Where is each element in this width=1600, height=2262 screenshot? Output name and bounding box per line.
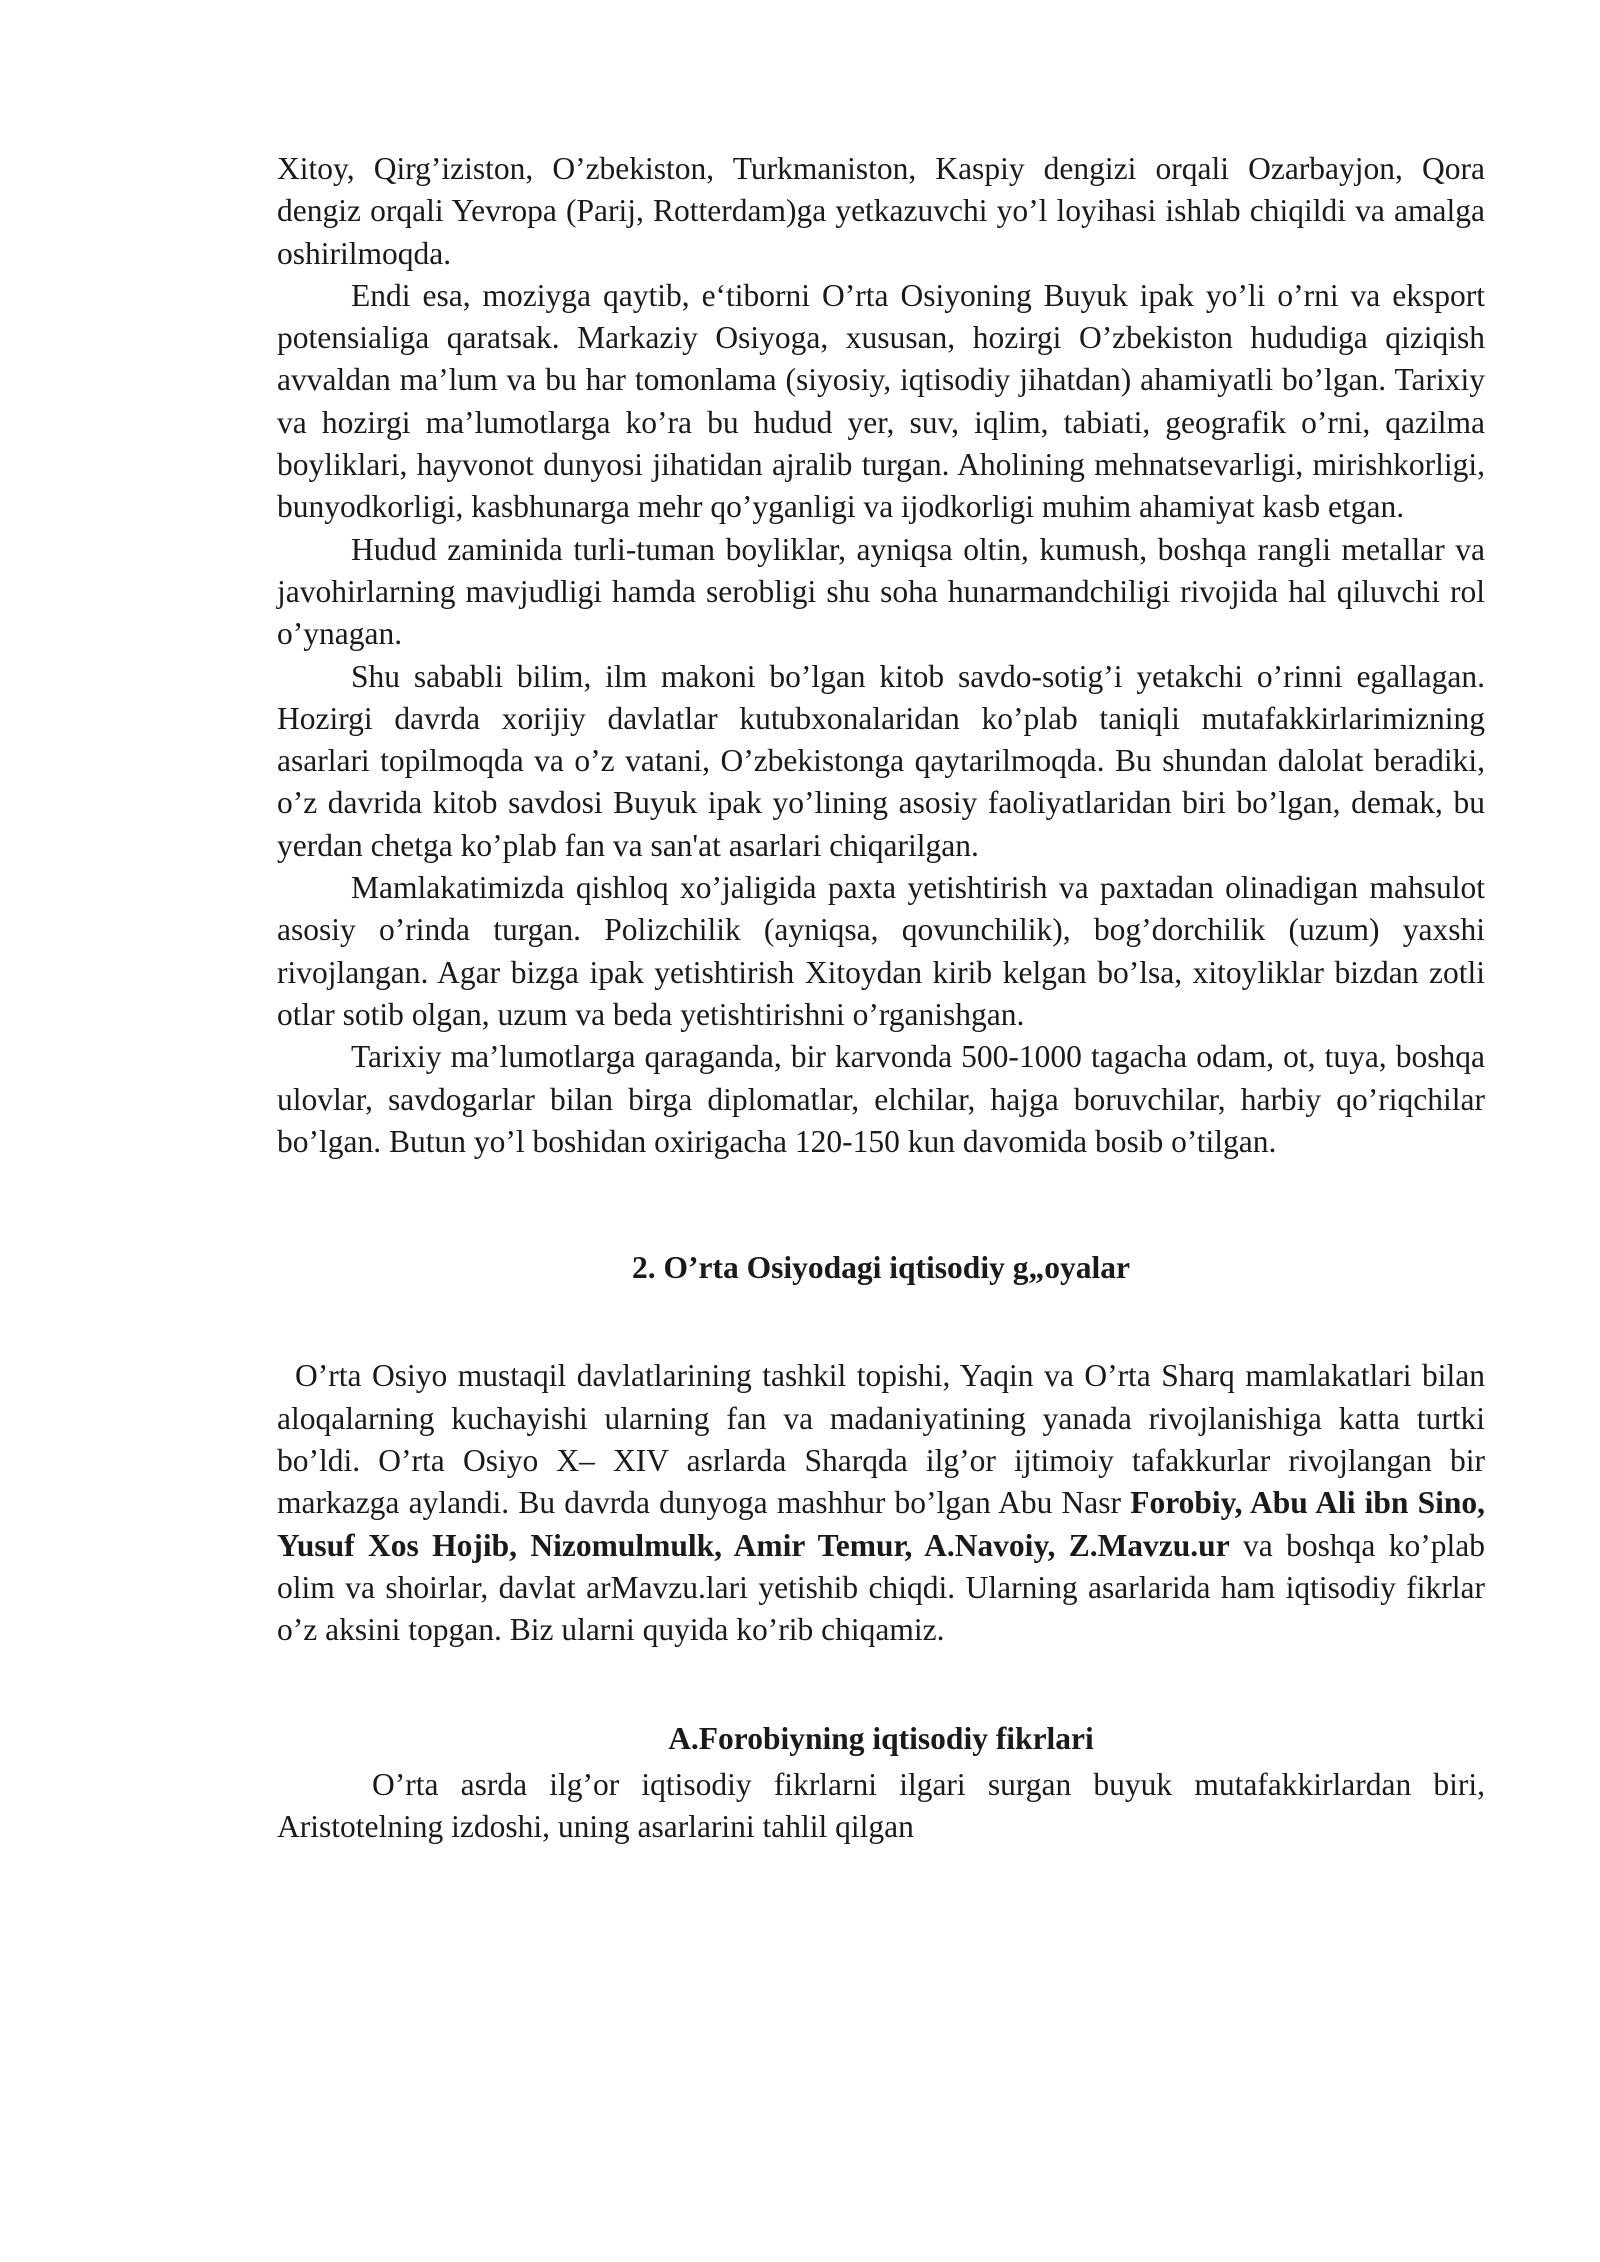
paragraph-book-trade: Shu sababli bilim, ilm makoni bo’lgan kitob savdo-sotig’i yetakchi o’rinni egallagan. Hozirgi davrda xorijiy davlatlar kutubxonalaridan ko’plab taniqli mutafakkirlarimizning asarlari topilmoqda va o’z vatani, O’zbekistonga qaytarilmoqda. Bu shundan dalolat beradiki, o’z davrida kitob savdosi Buyuk ipak yo’lining asosiy faoliyatlaridan biri bo’lgan, demak, bu yerdan chetga ko’plab fan va san'at asarlari chiqarilgan. bbox=[277, 658, 1485, 863]
paragraph-export-potential: Endi esa, moziyga qaytib, e‘tiborni O’rta Osiyoning Buyuk ipak yo’li o’rni va eksport potensialiga qaratsak. Markaziy Osiyoga, xususan, hozirgi O’zbekiston hududiga qiziqish avvaldan ma’lum va bu har tomonlama (siyosiy, iqtisodiy jihatdan) ahamiyatli bo’lgan. Tarixiy va hozirgi ma’lumotlarga ko’ra bu hudud yer, suv, iqlim, tabiati, geografik o’rni, qazilma boyliklari, hayvonot dunyosi jihatidan ajralib turgan. Aholining mehnatsevarligi, mirishkorligi, bunyodkorligi, kasbhunarga mehr qo’yganligi va ijodkorligi muhim ahamiyat kasb etgan. bbox=[277, 277, 1485, 525]
section-heading: 2. O’rta Osiyodagi iqtisodiy g„oyalar bbox=[632, 1250, 1130, 1286]
subsection-heading: A.Forobiyning iqtisodiy fikrlari bbox=[668, 1720, 1094, 1756]
paragraph-forobiy: O’rta asrda ilg’or iqtisodiy fikrlarni ilgari surgan buyuk mutafakkirlardan biri, Aristotelning izdoshi, uning asarlarini tahlil qilgan bbox=[277, 1766, 1485, 1845]
scholar-names: Forobiy, Abu Ali ibn Sino, Yusuf Xos Hojib, Nizomulmulk, Amir Temur, A.Navoiy, Z.Mavzu.ur bbox=[277, 1485, 1485, 1563]
paragraph-silk-road-project: Xitoy, Qirg’iziston, O’zbekiston, Turkmaniston, Kaspiy dengizi orqali Ozarbayjon, Qora dengiz orqali Yevropa (Parij, Rotterdam)ga yetkazuvchi yo’l loyihasi ishlab chiqildi va amalga oshirilmoqda. bbox=[277, 151, 1485, 271]
paragraph-metals: Hudud zaminida turli-tuman boyliklar, ayniqsa oltin, kumush, boshqa rangli metallar va javohirlarning mavjudligi hamda serobligi shu soha hunarmandchiligi rivojida hal qiluvchi rol o’ynagan. bbox=[277, 531, 1485, 652]
paragraph-caravans: Tarixiy ma’lumotlarga qaraganda, bir karvonda 500-1000 tagacha odam, ot, tuya, boshqa ulovlar, savdogarlar bilan birga diplomatlar, elchilar, hajga boruvchilar, harbiy qo’riqchilar bo’lgan. Butun yo’l boshidan oxirigacha 120-150 kun davomida bosib o’tilgan. bbox=[277, 1039, 1485, 1159]
paragraph-agriculture: Mamlakatimizda qishloq xo’jaligida paxta yetishtirish va paxtadan olinadigan mahsulot asosiy o’rinda turgan. Polizchilik (ayniqsa, qovunchilik), bog’dorchilik (uzum) yaxshi rivojlangan. Agar bizga ipak yetishtirish Xitoydan kirib kelgan bo’lsa, xitoyliklar bizdan zotli otlar sotib olgan, uzum va beda yetishtirishni o’rganishgan. bbox=[277, 870, 1485, 1032]
paragraph-scholars-start: O’rta Osiyo mustaqil davlatlarining tashkil topishi, Yaqin va O’rta Sharq mamlakatlari bilan aloqalarning kuchayishi ularning fan va madaniyatining yanada rivojlanishiga katta turtki bo’ldi. O’rta Osiyo X– XIV asrlarda Sharqda ilg’or ijtimoiy tafakkurlar rivojlangan bir markazga aylandi. Bu davrda dunyoga mashhur bo’lgan Abu Nasr bbox=[277, 1358, 1485, 1521]
paragraph-scholars-end: va boshqa ko’plab olim va shoirlar, davlat arMavzu.lari yetishib chiqdi. Ularning asarlarida ham iqtisodiy fikrlar o’z aksini topgan. Biz ularni quyida ko’rib chiqamiz. bbox=[277, 1527, 1485, 1648]
paragraph-scholars bbox=[277, 1355, 1485, 1651]
